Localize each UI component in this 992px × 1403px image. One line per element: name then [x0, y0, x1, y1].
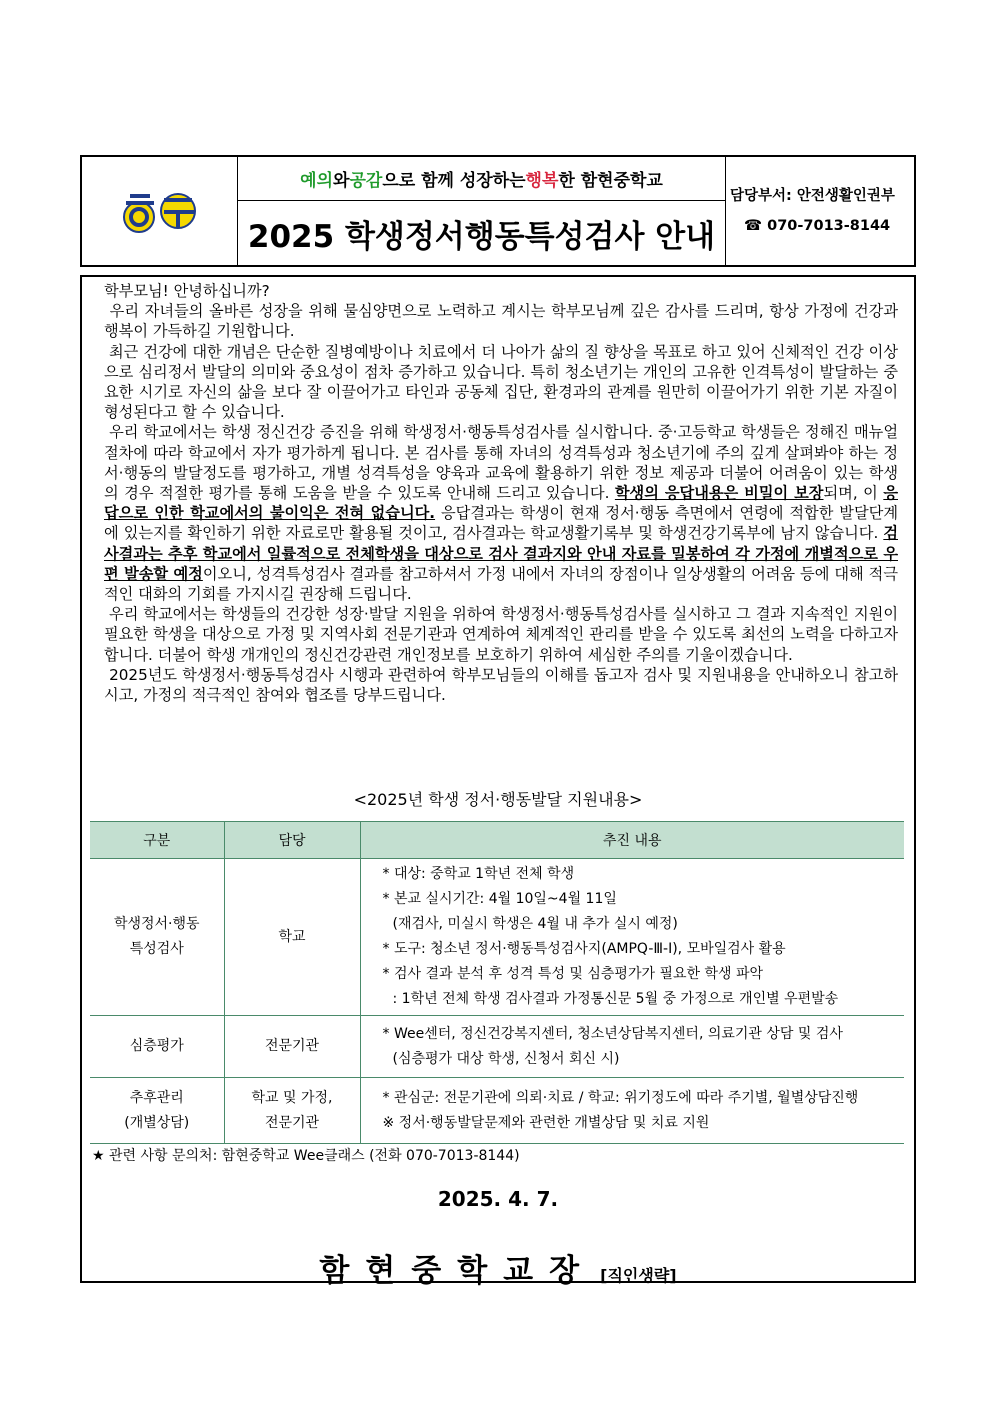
owner-cell	[224, 859, 360, 1016]
school-slogan	[238, 157, 725, 201]
table-row	[90, 1016, 904, 1078]
paragraph-survey	[104, 422, 898, 604]
category-line: (개별상담)	[124, 1114, 190, 1131]
category-cell	[90, 1016, 224, 1078]
survey-text-d: 이오니, 성격특성검사 결과를 참고하셔서 가정 내에서 자녀의 장점이나 일상생활의 어려움 등에 대해 적극적인 대화의 기회를 가지시길 권장해 드립니다.	[104, 564, 898, 604]
category-line: 추후관리	[129, 1089, 184, 1106]
category-line: 학생정서·행동	[113, 916, 200, 932]
slogan-text: 한 함현중학교	[558, 171, 663, 191]
table-header-row	[90, 822, 904, 859]
owner-line: 전문기관	[264, 1114, 320, 1131]
telephone-icon: ☎	[744, 218, 763, 234]
paragraph-thanks	[104, 301, 898, 341]
detail-cell	[360, 1078, 904, 1144]
paragraph-closing-text: 2025년도 학생정서·행동특성검사 시행과 관련하여 학부모님들의 이해를 돕고자 검사 및 지원내용을 안내하오니 참고하시고, 가정의 적극적인 참여와 협조를 당부드립니다.	[104, 665, 898, 705]
owner-cell	[224, 1016, 360, 1078]
paragraph-closing	[104, 665, 898, 705]
phone-number: 070-7013-8144	[767, 218, 891, 234]
column-header: 구분	[90, 822, 224, 859]
detail-cell	[360, 859, 904, 1016]
paragraph-thanks-text: 우리 자녀들의 올바른 성장을 위해 물심양면으로 노력하고 계시는 학부모님께 깊은 감사를 드리며, 항상 가정에 건강과 행복이 가득하길 기원합니다.	[104, 302, 898, 341]
detail-line: * 본교 실시기간: 4월 10일~4월 11일	[382, 891, 617, 907]
seal-omitted-label: [직인생략]	[600, 1266, 677, 1285]
school-logo-icon	[120, 186, 200, 236]
contact-cell	[726, 157, 914, 265]
detail-line: * 검사 결과 분석 후 성격 특성 및 심층평가가 필요한 학생 파악	[382, 966, 764, 982]
table-title: <2025년 학생 정서·행동발달 지원내용>	[353, 790, 643, 809]
detail-line: * 대상: 중학교 1학년 전체 학생	[382, 866, 575, 882]
survey-confidential: 학생의 응답내용은 비밀이 보장	[614, 484, 824, 503]
department-label: 담당부서: 안전생활인권부	[730, 188, 895, 204]
survey-text-a: 우리 학교에서는 학생 정신건강 증진을 위해 학생정서·행동특성검사를 실시합니다. 중·고등학교 학생들은 정해진 매뉴얼 절차에 따라 학교에서 자가 평가하게 됩니다. 본 검사를 통해 자녀의 성격특성과 청소년기에 주의 깊게 살펴봐야 하는 정서·행동의 발달정도를 평가하고, 개별 성격특성을 양육과 교육에 활용하기 위한 정보 제공과 더불어 어려움이 있는 학생의 경우 적절한 평가를 통해 도움을 받을 수 있도록 안내해 드리고 있습니다.	[104, 423, 898, 503]
principal-name: 함현중학교장	[319, 1253, 596, 1289]
category-line: 심층평가	[129, 1038, 184, 1054]
slogan-word-empathy: 공감	[349, 171, 383, 191]
support-table	[90, 821, 904, 1144]
detail-line: (심층평가 대상 학생, 신청서 회신 시)	[392, 1050, 620, 1067]
detail-line: (재검사, 미실시 학생은 4월 내 추가 실시 예정)	[392, 916, 678, 932]
column-header: 담당	[224, 822, 360, 859]
survey-text-c: 응답결과는 학생이 현재 정서·행동 측면에서 연령에 적합한 발달단계에 있는지를 확인하기 위한 자료로만 활용될 것이고, 검사결과는 학교생활기록부 및 학생건강기록부에 남지 않습니다.	[104, 504, 898, 543]
inquiry-note: ★ 관련 사항 문의처: 함현중학교 Wee클래스 (전화 070-7013-8144)	[92, 1148, 520, 1164]
slogan-word-happiness: 행복	[525, 171, 559, 191]
title-cell	[238, 157, 726, 265]
survey-no-disadvantage: 응답으로 인한 학교에서의 불이익은 전혀 없습니다.	[104, 484, 898, 523]
table-row	[90, 1078, 904, 1144]
principal-signature	[82, 1245, 914, 1290]
owner-line: 학교 및 가정,	[251, 1089, 333, 1106]
detail-cell	[360, 1016, 904, 1078]
column-header: 추진 내용	[360, 822, 904, 859]
detail-line: * Wee센터, 정신건강복지센터, 청소년상담복지센터, 의료기관 상담 및 검사	[382, 1025, 843, 1042]
slogan-text: 으로 함께 성장하는	[382, 171, 526, 191]
category-line: 특성검사	[129, 941, 184, 957]
letter-body	[104, 281, 898, 705]
greeting: 학부모님! 안녕하십니까?	[104, 282, 270, 300]
survey-text-b: 되며, 이	[823, 484, 884, 503]
page-title: 2025 학생정서행동특성검사 안내	[247, 218, 716, 255]
detail-line: * 도구: 청소년 정서·행동특성검사지(AMPQ-Ⅲ-Ⅰ), 모바일검사 활용	[382, 941, 786, 957]
paragraph-support	[104, 604, 898, 665]
category-cell	[90, 859, 224, 1016]
category-cell	[90, 1078, 224, 1144]
owner-cell	[224, 1078, 360, 1144]
survey-mail-notice: 검사결과는 추후 학교에서 일률적으로 전체학생을 대상으로 검사 결과지와 안내 자료를 밀봉하여 각 가정에 개별적으로 우편 발송할 예정	[104, 524, 898, 583]
phone-line	[730, 211, 914, 241]
detail-line: ※ 정서·행동발달문제와 관련한 개별상담 및 치료 지원	[382, 1114, 710, 1131]
detail-line: * 관심군: 전문기관에 의뢰·치료 / 학교: 위기정도에 따라 주기별, 월별상담진행	[382, 1089, 859, 1106]
paragraph-support-text: 우리 학교에서는 학생들의 건강한 성장·발달 지원을 위하여 학생정서·행동특성검사를 실시하고 그 결과 지속적인 지원이 필요한 학생을 대상으로 가정 및 지역사회 전문기관과 연계하여 체계적인 관리를 받을 수 있도록 최선의 노력을 다하고자 합니다. 더불어 학생 개개인의 정신건강관련 개인정보를 보호하기 위하여 세심한 주의를 기울이겠습니다.	[104, 605, 899, 664]
issue-date: 2025. 4. 7.	[437, 1187, 559, 1211]
body-box	[80, 275, 916, 1289]
paragraph-health	[104, 342, 898, 423]
owner-line: 학교	[278, 928, 306, 945]
school-logo-cell	[82, 157, 238, 265]
table-row	[90, 859, 904, 1016]
detail-line: : 1학년 전체 학생 검사결과 가정통신문 5월 중 가정으로 개인별 우편발송	[392, 991, 839, 1007]
owner-line: 전문기관	[264, 1038, 320, 1054]
slogan-text: 와	[333, 171, 350, 191]
paragraph-health-text: 최근 건강에 대한 개념은 단순한 질병예방이나 치료에서 더 나아가 삶의 질 향상을 목표로 하고 있어 신체적인 건강 이상으로 심리정서 발달의 의미와 중요성이 점차 증가하고 있습니다. 특히 청소년기는 개인의 고유한 인격특성이 발달하는 중요한 시기로 자신의 삶을 보다 잘 이끌어가고 타인과 공동체 집단, 환경과의 관계를 원만히 이끌어가기 위한 기본 자질이 형성된다고 할 수 있습니다.	[104, 342, 898, 422]
header-box	[80, 155, 916, 267]
slogan-word-courtesy: 예의	[300, 171, 334, 191]
